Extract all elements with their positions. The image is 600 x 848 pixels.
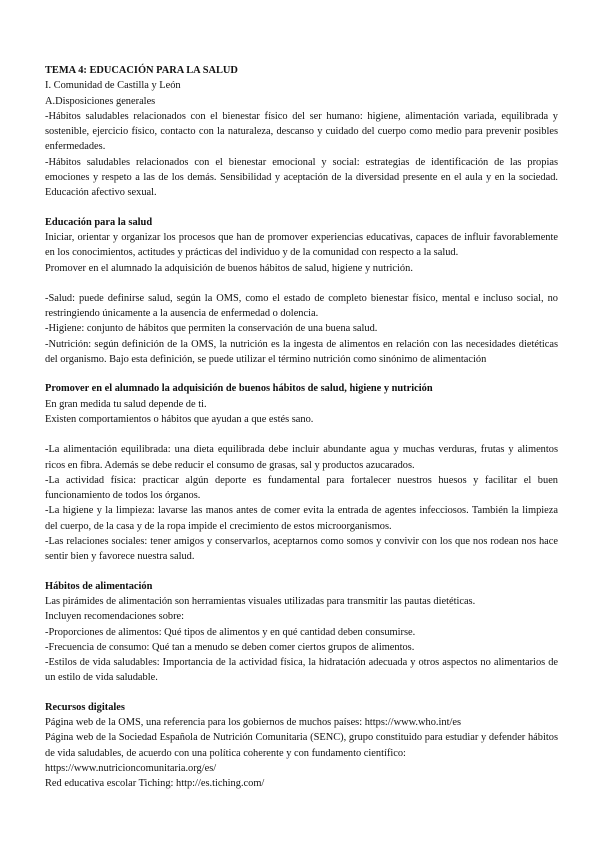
habit-bullet: -La actividad física: practicar algún deporte es fundamental para fortalecer nuestros huesos y facilitar el buen funcionamiento de todos los órganos. <box>45 474 558 502</box>
intro-bullet: -Hábitos saludables relacionados con el bienestar físico del ser humano: higiene, alimentación variada, equilibrada y sostenible, ejercicio físico, contacto con la naturaleza, descanso y cuidado del cuerpo como medio para prevenir posibles enfermedades. <box>45 110 558 153</box>
recommendation-bullet: -Estilos de vida saludables: Importancia de la actividad física, la hidratación adecuada y otros aspectos no alimentarios de un estilo de vida saludable. <box>45 657 558 684</box>
paragraph: Incluyen recomendaciones sobre: <box>45 611 185 623</box>
resource-item: Red educativa escolar Tiching: http://es.tiching.com/ <box>45 778 265 790</box>
resource-item: Página web de la OMS, una referencia para los gobiernos de muchos países: https://www.who.int/es <box>45 716 462 728</box>
definition-nutricion: -Nutrición: según definición de la OMS, la nutrición es la ingesta de alimentos en relación con las necesidades dietéticas del organismo. Bajo esta definición, se puede utilizar el término nutrición como sinónimo de alimentación <box>45 338 558 366</box>
resource-item: Página web de la Sociedad Española de Nutrición Comunitaria (SENC), grupo constituido para estudiar y defender hábitos de vida saludables, de acuerdo con una política coherente y con fundamento científico: <box>45 732 558 759</box>
paragraph: Iniciar, orientar y organizar los procesos que han de promover experiencias educativas, capaces de influir favorablemente en los conocimientos, actitudes y prácticas del individuo y de la comunidad con respecto a la salud. <box>45 231 558 259</box>
paragraph: En gran medida tu salud depende de ti. <box>45 398 207 410</box>
paragraph: Promover en el alumnado la adquisición de buenos hábitos de salud, higiene y nutrición. <box>45 262 413 274</box>
section-heading-educacion: Educación para la salud <box>45 216 153 228</box>
recommendation-bullet: -Proporciones de alimentos: Qué tipos de alimentos y en qué cantidad deben consumirse. <box>45 626 416 638</box>
habit-bullet: -Las relaciones sociales: tener amigos y conservarlos, aceptarnos como somos y convivir con los que nos rodean nos hace sentir bien y favorece nuestra salud. <box>45 536 558 563</box>
section-heading-habitos: Hábitos de alimentación <box>45 580 153 592</box>
intro-bullet: -Hábitos saludables relacionados con el bienestar emocional y social: estrategias de identificación de las propias emociones y respeto a las de los demás. Sensibilidad y aceptación de la diversidad presente en el aula y en la sociedad. Educación afectivo sexual. <box>45 156 558 199</box>
definition-higiene: -Higiene: conjunto de hábitos que permiten la conservación de una buena salud. <box>45 323 378 335</box>
section-heading-recursos: Recursos digitales <box>45 701 125 713</box>
resource-url: https://www.nutricioncomunitaria.org/es/ <box>45 762 217 774</box>
definition-salud: -Salud: puede definirse salud, según la OMS, como el estado de completo bienestar físico, mental e incluso social, no restringiendo únicamente a la ausencia de enfermedad o dolencia. <box>45 292 558 320</box>
document-title: TEMA 4: EDUCACIÓN PARA LA SALUD <box>45 65 238 76</box>
recommendation-bullet: -Frecuencia de consumo: Qué tan a menudo se deben comer ciertos grupos de alimentos. <box>45 641 415 653</box>
habit-bullet: -La alimentación equilibrada: una dieta equilibrada debe incluir abundante agua y muchas verduras, frutas y alimentos ricos en fibra. Además se debe reducir el consumo de grasas, sal y productos azucarados. <box>45 444 558 471</box>
document-page <box>45 63 558 791</box>
region-line: I. Comunidad de Castilla y León <box>45 80 181 92</box>
paragraph: Existen comportamientos o hábitos que ayudan a que estés sano. <box>45 413 314 425</box>
section-heading-promover: Promover en el alumnado la adquisición de buenos hábitos de salud, higiene y nutrición <box>45 383 433 395</box>
habit-bullet: -La higiene y la limpieza: lavarse las manos antes de comer evita la entrada de agentes infecciosos. También la limpieza del cuerpo, de la casa y de la ropa impide el crecimiento de estos microorganismos. <box>45 505 558 532</box>
subsection-line: A.Disposiciones generales <box>45 95 156 107</box>
paragraph: Las pirámides de alimentación son herramientas visuales utilizadas para transmitir las pautas dietéticas. <box>45 595 476 607</box>
